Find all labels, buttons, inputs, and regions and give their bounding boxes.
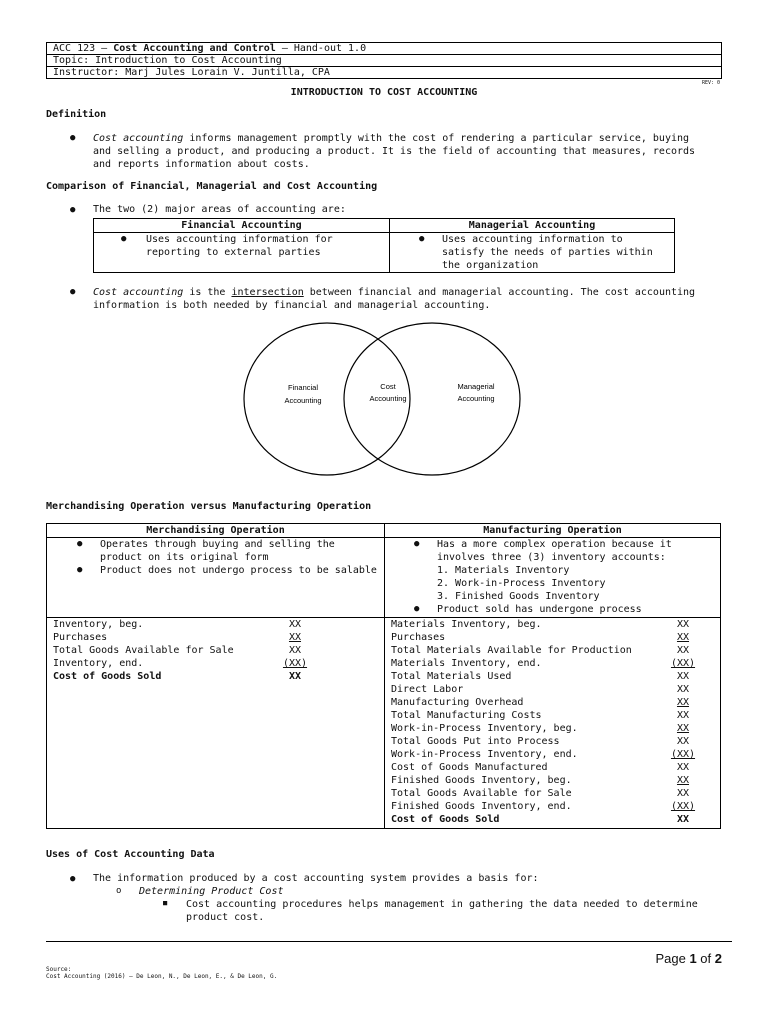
manu-row-label: Total Manufacturing Costs [391,710,542,721]
merch-row [53,644,384,657]
manu-row-label: Materials Inventory, end. [391,658,542,669]
circle-bullet-icon: o [116,886,122,896]
source-citation: Source: Cost Accounting (2016) – De Leon, N., De Leon, E., & De Leon, G. [46,966,278,980]
manu-row-value: XX [676,723,690,734]
page-title: INTRODUCTION TO COST ACCOUNTING [290,87,478,98]
manu-row-value: XX [676,684,690,695]
merch-row-label: Inventory, beg. [53,619,144,630]
merch-row-value: XX [288,619,302,630]
merch-row [53,670,384,683]
manu-row [391,618,720,631]
bullet-icon: ● [70,287,76,297]
manu-row [391,644,720,657]
manu-row-value: (XX) [670,801,696,812]
cost-intersection-text: Cost accounting is the intersection between financial and managerial accounting. The cost accounting information is both needed by financial and managerial accounting. [93,287,696,311]
manu-row [391,683,720,696]
merch-row-value: (XX) [282,658,308,669]
manu-row-value: (XX) [670,749,696,760]
manu-row-label: Finished Goods Inventory, beg. [391,775,572,786]
manu-row-value: XX [676,762,690,773]
operations-table [46,523,721,829]
manu-row-value: XX [676,697,690,708]
manu-row-label: Total Materials Used [391,671,512,682]
merch-description: ● Operates through buying and selling the product on its original form ● Product does not undergo process to be salable [47,538,385,618]
manu-row-value: XX [676,632,690,643]
manu-row [391,787,720,800]
managerial-cell: ● Uses accounting information to satisfy the needs of parties within the organization [390,233,675,273]
bullet-icon: ● [77,539,83,549]
merch-row-label: Purchases [53,632,108,643]
manu-row-value: (XX) [670,658,696,669]
venn-center-label-1: Cost [380,382,396,391]
venn-left-label-1: Financial [287,383,319,392]
manu-row [391,735,720,748]
venn-right-label-2: Accounting [457,394,495,403]
manu-row-label: Work-in-Process Inventory, end. [391,749,578,760]
venn-left-label-2: Accounting [284,396,322,405]
manu-row-label: Total Goods Available for Sale [391,788,572,799]
manu-row-value: XX [676,671,690,682]
bullet-icon: ● [70,133,76,143]
bullet-icon: ● [77,565,83,575]
comparison-intro: The two (2) major areas of accounting are: [93,204,346,215]
venn-center-label-2: Accounting [369,394,407,403]
merch-row [53,657,384,670]
manu-row [391,748,720,761]
definition-text-2: and selling a product, and producing a product. It is the field of accounting that measures, records and reports information about costs. [93,146,696,170]
manu-row-label: Cost of Goods Sold [391,814,500,825]
manu-row-label: Cost of Goods Manufactured [391,762,548,773]
manu-row-value: XX [676,710,690,721]
manu-row-value: XX [676,619,690,630]
manu-row-label: Purchases [391,632,446,643]
manu-row-label: Materials Inventory, beg. [391,619,542,630]
uses-heading: Uses of Cost Accounting Data [46,849,215,860]
manu-description: ● Has a more complex operation because it involves three (3) inventory accounts: 1. Materials Inventory 2. Work-in-Process Inventory 3. Finished Goods Inventory ● Product sold has undergone process [385,538,721,618]
manu-row [391,709,720,722]
bullet-icon: ● [121,234,127,244]
manu-header: Manufacturing Operation [385,524,721,538]
page-number: Page 1 of 2 [655,951,722,966]
manu-row [391,631,720,644]
manu-row [391,774,720,787]
manu-computation [385,618,721,829]
revision-label: REV: 0 [701,80,720,86]
manu-row-label: Total Goods Put into Process [391,736,560,747]
venn-right-label-1: Managerial [457,382,495,391]
square-bullet-icon: ■ [163,899,168,907]
merch-row-label: Cost of Goods Sold [53,671,162,682]
merch-lines [47,618,384,683]
definition-text: Cost accounting informs management promptly with the cost of rendering a particular service, buying [93,133,690,144]
uses-detail: Cost accounting procedures helps management in gathering the data needed to determine product cost. [186,899,698,923]
manu-row [391,670,720,683]
definition-heading: Definition [46,109,107,120]
course-line: ACC 123 – Cost Accounting and Control – Hand-out 1.0 [47,43,721,55]
operations-heading: Merchandising Operation versus Manufacturing Operation [46,501,372,512]
venn-diagram [240,320,530,480]
bullet-icon: ● [414,539,420,549]
uses-intro: The information produced by a cost accounting system provides a basis for: [93,873,539,884]
comparison-heading: Comparison of Financial, Managerial and Cost Accounting [46,181,378,192]
instructor-line: Instructor: Marj Jules Lorain V. Juntilla, CPA [53,67,330,78]
bullet-icon: ● [70,205,76,215]
comparison-table [93,218,675,273]
manu-row [391,800,720,813]
manu-row [391,813,720,826]
manu-row-label: Manufacturing Overhead [391,697,524,708]
manu-row-label: Total Materials Available for Production [391,645,632,656]
manu-row [391,657,720,670]
bullet-icon: ● [419,234,425,244]
merch-row [53,631,384,644]
manu-row-label: Finished Goods Inventory, end. [391,801,572,812]
merch-header: Merchandising Operation [47,524,385,538]
merch-row-value: XX [288,632,302,643]
bullet-icon: ● [70,874,76,884]
managerial-header: Managerial Accounting [390,219,675,233]
footer-divider [46,941,732,942]
topic-line: Topic: Introduction to Cost Accounting [47,55,721,67]
handout-header [46,42,722,79]
manu-row-label: Direct Labor [391,684,464,695]
financial-header: Financial Accounting [94,219,390,233]
merch-computation [47,618,385,829]
manu-row-value: XX [676,736,690,747]
merch-row [53,618,384,631]
manu-row [391,722,720,735]
financial-cell: ● Uses accounting information for reporting to external parties [94,233,390,273]
manu-row-value: XX [676,775,690,786]
uses-sub-item: Determining Product Cost [139,886,284,897]
manu-row-label: Work-in-Process Inventory, beg. [391,723,578,734]
manu-row [391,761,720,774]
manu-row-value: XX [676,788,690,799]
merch-row-label: Total Goods Available for Sale [53,645,234,656]
manu-row-value: XX [676,645,690,656]
manu-row [391,696,720,709]
merch-row-value: XX [288,645,302,656]
bullet-icon: ● [414,604,420,614]
manu-row-value: XX [676,814,690,825]
manu-lines [385,618,720,826]
merch-row-label: Inventory, end. [53,658,144,669]
merch-row-value: XX [288,671,302,682]
